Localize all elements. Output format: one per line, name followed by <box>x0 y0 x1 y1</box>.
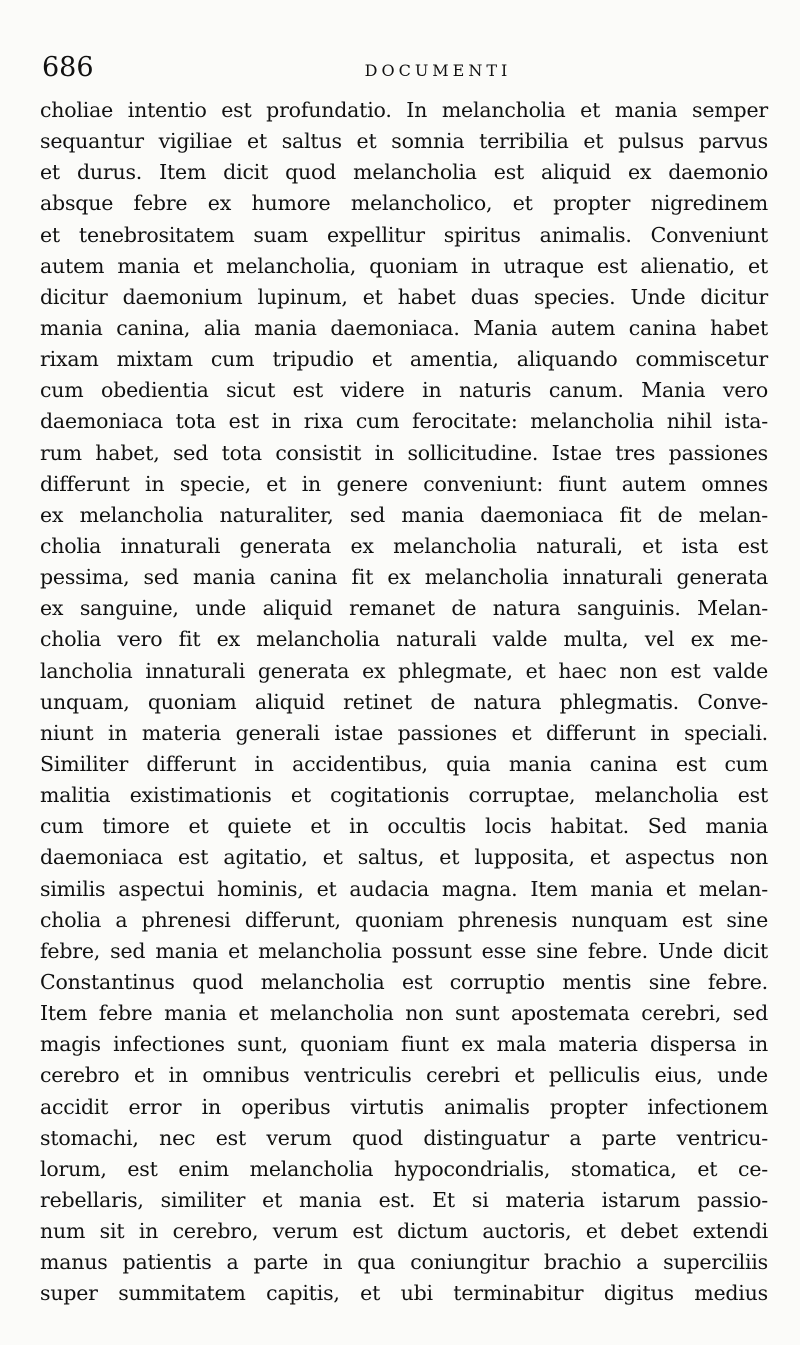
text-line: ex sanguine, unde aliquid remanet de natura sanguinis. Melan- <box>40 596 768 621</box>
text-line: mania canina, alia mania daemoniaca. Mania autem canina habet <box>40 315 768 340</box>
text-line: ex melancholia naturaliter, sed mania daemoniaca fit de melan- <box>40 502 768 527</box>
text-line: cholia vero fit ex melancholia naturali valde multa, vel ex me- <box>40 627 768 652</box>
text-line: super summitatem capitis, et ubi terminabitur digitus medius <box>40 1281 768 1306</box>
text-line: daemoniaca tota est in rixa cum ferocitate: melancholia nihil ista- <box>40 409 768 434</box>
page-number: 686 <box>42 52 94 83</box>
text-line: cum obedientia sicut est videre in naturis canum. Mania vero <box>40 378 768 403</box>
text-line: absque febre ex humore melancholico, et propter nigredinem <box>40 191 768 216</box>
text-line: Item febre mania et melancholia non sunt apostemata cerebri, sed <box>40 1001 768 1026</box>
text-line: Similiter differunt in accidentibus, quia mania canina est cum <box>40 751 768 776</box>
page-header <box>40 50 760 90</box>
text-line: dicitur daemonium lupinum, et habet duas species. Unde dicitur <box>40 284 768 309</box>
text-line: sequantur vigiliae et saltus et somnia terribilia et pulsus parvus <box>40 129 768 154</box>
text-line: autem mania et melancholia, quoniam in utraque est alienatio, et <box>40 253 768 278</box>
text-line: cholia innaturali generata ex melancholia naturali, et ista est <box>40 533 768 558</box>
text-line: magis infectiones sunt, quoniam fiunt ex mala materia dispersa in <box>40 1032 768 1057</box>
text-line: cholia a phrenesi differunt, quoniam phrenesis nunquam est sine <box>40 907 768 932</box>
text-line: lorum, est enim melancholia hypocondrialis, stomatica, et ce- <box>40 1156 768 1181</box>
text-line: rixam mixtam cum tripudio et amentia, aliquando commiscetur <box>40 347 768 372</box>
text-line: cum timore et quiete et in occultis locis habitat. Sed mania <box>40 814 768 839</box>
text-line: pessima, sed mania canina fit ex melancholia innaturali generata <box>40 565 768 590</box>
text-line: febre, sed mania et melancholia possunt esse sine febre. Unde dicit <box>40 938 768 963</box>
text-line: accidit error in operibus virtutis animalis propter infectionem <box>40 1094 768 1119</box>
text-line: niunt in materia generali istae passiones et differunt in speciali. <box>40 720 768 745</box>
text-line: daemoniaca est agitatio, et saltus, et lupposita, et aspectus non <box>40 845 768 870</box>
text-line: lancholia innaturali generata ex phlegmate, et haec non est valde <box>40 658 768 683</box>
text-line: stomachi, nec est verum quod distinguatur a parte ventricu- <box>40 1125 768 1150</box>
text-line: unquam, quoniam aliquid retinet de natura phlegmatis. Conve- <box>40 689 768 714</box>
text-line: similis aspectui hominis, et audacia magna. Item mania et melan- <box>40 876 768 901</box>
text-line: manus patientis a parte in qua coniungitur brachio a superciliis <box>40 1250 768 1275</box>
text-line: choliae intentio est profundatio. In melancholia et mania semper <box>40 98 768 122</box>
text-line: rebellaris, similiter et mania est. Et si materia istarum passio- <box>40 1187 768 1212</box>
text-line: num sit in cerebro, verum est dictum auctoris, et debet extendi <box>40 1219 768 1244</box>
text-line: malitia existimationis et cogitationis corruptae, melancholia est <box>40 783 768 808</box>
text-line: et tenebrositatem suam expellitur spiritus animalis. Conveniunt <box>40 222 768 247</box>
body-text <box>40 95 768 1309</box>
text-line: rum habet, sed tota consistit in sollicitudine. Istae tres passiones <box>40 440 768 465</box>
text-line: Constantinus quod melancholia est corruptio mentis sine febre. <box>40 969 768 994</box>
running-head: DOCUMENTI <box>364 61 512 80</box>
text-line: et durus. Item dicit quod melancholia est aliquid ex daemonio <box>40 160 768 185</box>
text-line: differunt in specie, et in genere conveniunt: fiunt autem omnes <box>40 471 768 496</box>
text-line: cerebro et in omnibus ventriculis cerebri et pelliculis eius, unde <box>40 1063 768 1088</box>
